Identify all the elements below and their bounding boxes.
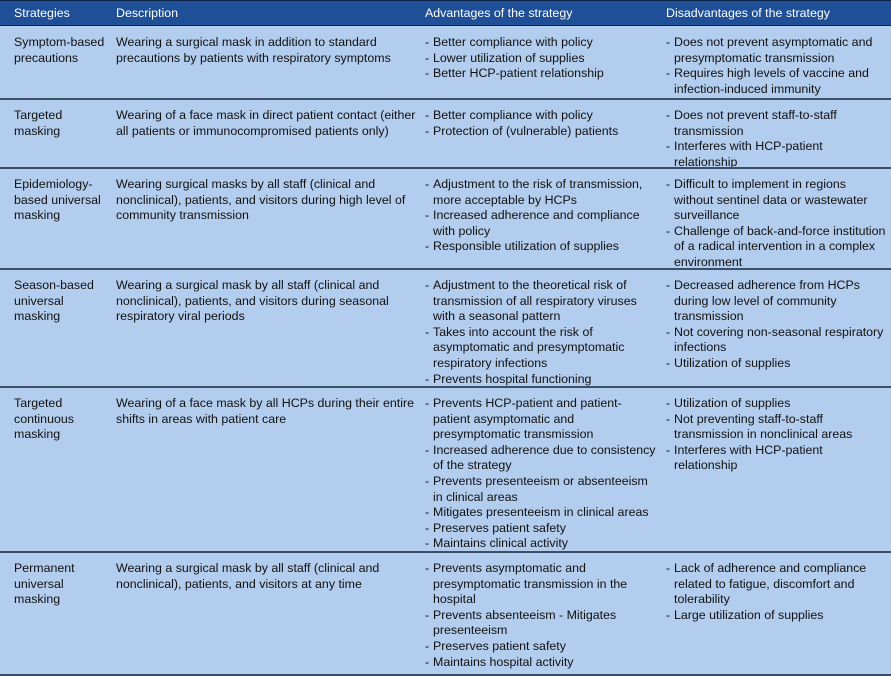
advantage-item: - Mitigates presenteeism in clinical areas <box>425 505 657 521</box>
disadvantages-list <box>666 35 888 97</box>
table-row <box>0 26 891 98</box>
disadvantage-item: - Requires high levels of vaccine and infection-induced immunity <box>666 66 888 97</box>
description-cell: Wearing a surgical mask by all staff (clinical and nonclinical), patients, and visitors during seasonal respiratory viral periods <box>116 278 389 324</box>
strategy-cell: Targeted masking <box>14 108 63 138</box>
disadvantages-list <box>666 177 888 271</box>
disadvantage-item: - Utilization of supplies <box>666 356 888 372</box>
advantage-item: - Protection of (vulnerable) patients <box>425 124 657 140</box>
description-cell: Wearing a surgical mask in addition to standard precautions by patients with respiratory symptoms <box>116 35 391 65</box>
advantages-list <box>425 35 657 82</box>
advantage-item: - Better compliance with policy <box>425 108 657 124</box>
advantage-item: - Better HCP-patient relationship <box>425 66 657 82</box>
header-disadvantages: Disadvantages of the strategy <box>666 6 830 20</box>
disadvantages-list <box>666 278 888 372</box>
header-description: Description <box>116 6 178 20</box>
strategy-cell: Epidemiology-based universal masking <box>14 177 101 223</box>
disadvantage-item: - Challenge of back-and-force institution of a radical intervention in a complex environment <box>666 224 888 271</box>
strategy-cell: Permanent universal masking <box>14 561 75 607</box>
advantage-item: - Responsible utilization of supplies <box>425 239 657 255</box>
description-cell: Wearing of a face mask in direct patient contact (either all patients or immunocompromised patients only) <box>116 108 416 138</box>
advantage-item: - Increased adherence due to consistency of the strategy <box>425 443 657 474</box>
advantage-item: - Maintains clinical activity <box>425 536 657 552</box>
header-strategies: Strategies <box>14 6 70 20</box>
disadvantage-item: - Lack of adherence and compliance related to fatigue, discomfort and tolerability <box>666 561 888 608</box>
advantages-list <box>425 561 657 670</box>
disadvantage-item: - Not preventing staff-to-staff transmission in nonclinical areas <box>666 412 888 443</box>
advantage-item: - Prevents HCP-patient and patient-patient asymptomatic and presymptomatic transmission <box>425 396 657 443</box>
table-row <box>0 168 891 268</box>
advantage-item: - Preserves patient safety <box>425 639 657 655</box>
description-cell: Wearing of a face mask by all HCPs during their entire shifts in areas with patient care <box>116 396 414 426</box>
advantage-item: - Prevents presenteeism or absenteeism in clinical areas <box>425 474 657 505</box>
advantages-list <box>425 177 657 255</box>
table-row <box>0 387 891 551</box>
advantage-item: - Adjustment to the risk of transmission, more acceptable by HCPs <box>425 177 657 208</box>
disadvantage-item: - Interferes with HCP-patient relationship <box>666 443 888 474</box>
disadvantage-item: - Utilization of supplies <box>666 396 888 412</box>
disadvantage-item: - Not covering non-seasonal respiratory infections <box>666 325 888 356</box>
advantage-item: - Preserves patient safety <box>425 521 657 537</box>
table-row <box>0 99 891 168</box>
strategy-cell: Season-based universal masking <box>14 278 94 324</box>
advantage-item: - Takes into account the risk of asymptomatic and presymptomatic respiratory infections <box>425 325 657 372</box>
disadvantages-list <box>666 108 888 170</box>
table-row <box>0 552 891 674</box>
strategy-cell: Targeted continuous masking <box>14 396 74 442</box>
advantages-list <box>425 396 657 552</box>
table-row <box>0 269 891 386</box>
header-advantages: Advantages of the strategy <box>425 6 573 20</box>
advantage-item: - Adjustment to the theoretical risk of transmission of all respiratory viruses with a seasonal pattern <box>425 278 657 325</box>
disadvantage-item: - Does not prevent asymptomatic and presymptomatic transmission <box>666 35 888 66</box>
advantages-list <box>425 108 657 139</box>
advantage-item: - Prevents asymptomatic and presymptomatic transmission in the hospital <box>425 561 657 608</box>
disadvantage-item: - Difficult to implement in regions without sentinel data or wastewater surveillance <box>666 177 888 224</box>
advantage-item: - Prevents absenteeism - Mitigates presenteeism <box>425 608 657 639</box>
strategy-cell: Symptom-based precautions <box>14 35 105 65</box>
disadvantage-item: - Decreased adherence from HCPs during low level of community transmission <box>666 278 888 325</box>
advantages-list <box>425 278 657 387</box>
description-cell: Wearing a surgical mask by all staff (clinical and nonclinical), patients, and visitors at any time <box>116 561 380 591</box>
disadvantage-item: - Interferes with HCP-patient relationship <box>666 139 888 170</box>
advantage-item: - Lower utilization of supplies <box>425 51 657 67</box>
disadvantages-list <box>666 561 888 623</box>
advantage-item: - Prevents hospital functioning <box>425 372 657 388</box>
description-cell: Wearing surgical masks by all staff (clinical and nonclinical), patients, and visitors during high level of community transmission <box>116 177 406 223</box>
disadvantages-list <box>666 396 888 474</box>
advantage-item: - Better compliance with policy <box>425 35 657 51</box>
table-header <box>0 0 891 26</box>
disadvantage-item: - Large utilization of supplies <box>666 608 888 624</box>
disadvantage-item: - Does not prevent staff-to-staff transmission <box>666 108 888 139</box>
advantage-item: - Maintains hospital activity <box>425 655 657 671</box>
advantage-item: - Increased adherence and compliance with policy <box>425 208 657 239</box>
